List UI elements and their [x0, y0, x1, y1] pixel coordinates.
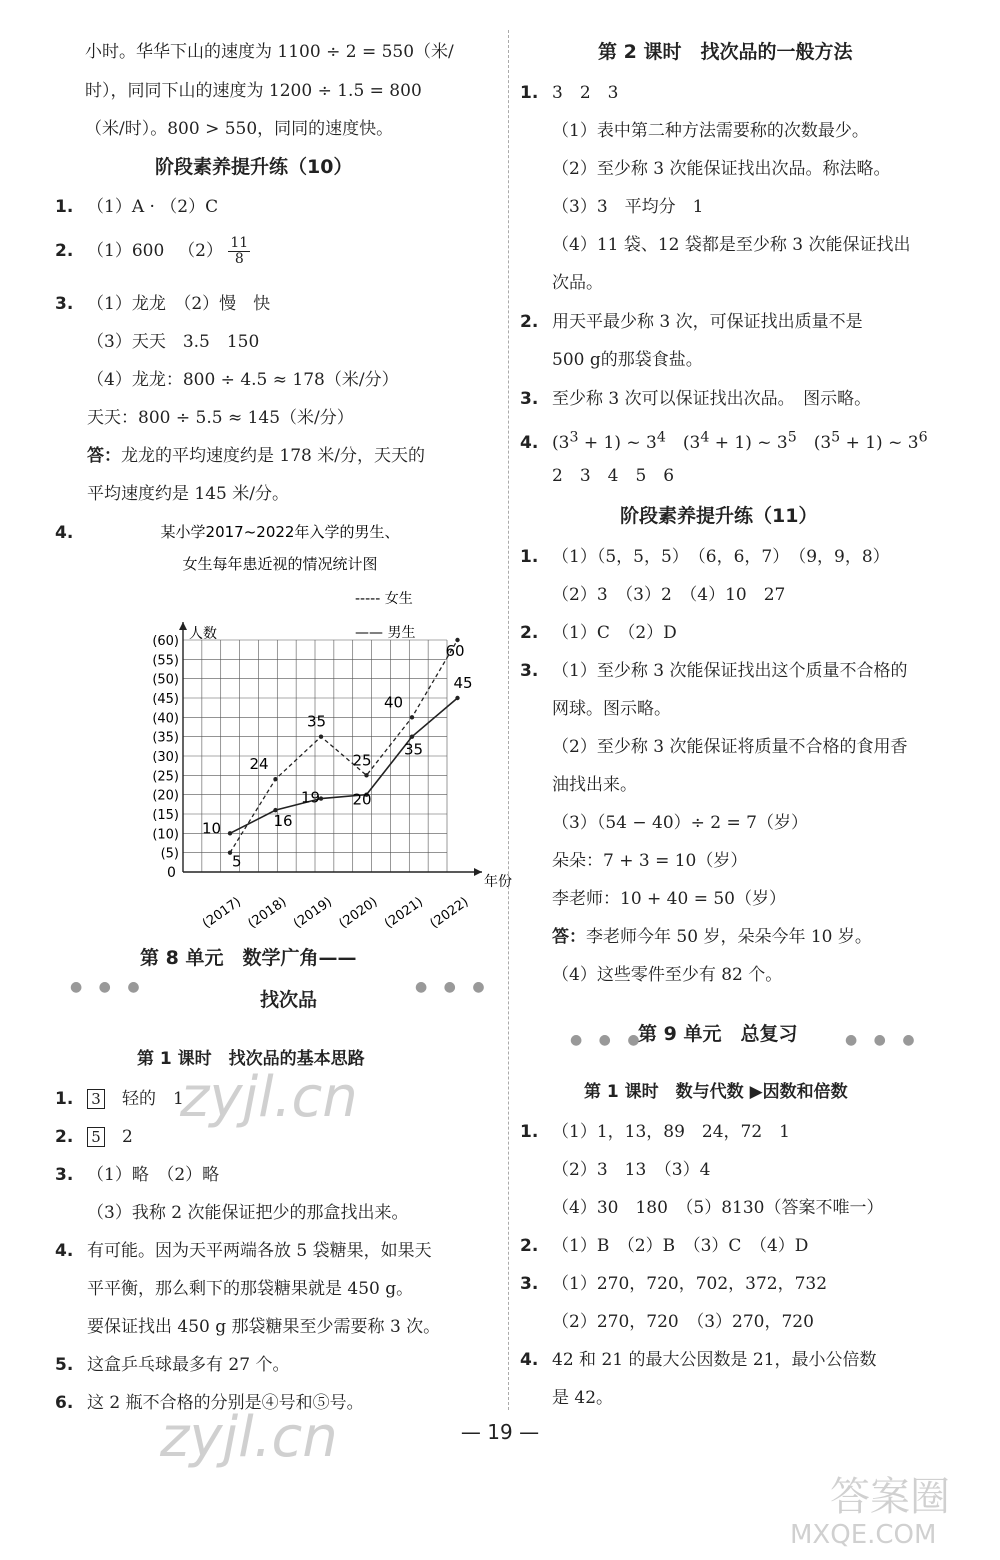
l1-q4-line-2: 平平衡，那么剩下的那袋糖果就是 450 g。 [87, 1279, 414, 1299]
question-number: 1. [55, 197, 74, 217]
section-10-title: 阶段素养提升练（10） [155, 156, 353, 178]
answer-text: 李老师今年 50 岁，朵朵今年 10 岁。 [586, 927, 872, 947]
r-q3-line-2: （2）270，720 （3）270，720 [552, 1312, 814, 1332]
data-point [228, 831, 232, 835]
s10-q3-answer-2: 平均速度约是 145 米/分。 [87, 484, 289, 504]
decorative-dots-left: ● ● ● [570, 1032, 646, 1048]
l2-q1-line-4: （4）11 袋、12 袋都是至少称 3 次能保证找出 [552, 235, 911, 255]
data-label: 25 [352, 751, 372, 770]
watermark-text: zyjl.cn [180, 1065, 358, 1130]
y-tick-label: (15) [152, 808, 179, 823]
s11-q3-line-2: 网球。图示略。 [552, 699, 671, 719]
data-label: 45 [453, 674, 473, 692]
answer-text: （1）1，13，89 24，72 1 [552, 1122, 790, 1142]
s10-q3-line-3: （4）龙龙：800 ÷ 4.5 ≈ 178（米/分） [87, 370, 399, 390]
s10-q3-line-2: （3）天天 3.5 150 [87, 332, 260, 352]
l1-q1 [55, 1087, 184, 1111]
s11-q3-line-6: 朵朵：7 + 3 = 10（岁） [552, 851, 748, 871]
y-tick-label: (40) [152, 711, 179, 727]
question-number: 4. [520, 432, 539, 453]
s11-q3-line-4: 油找出来。 [552, 775, 637, 795]
answer-text: （1）600 （2） [87, 241, 223, 261]
s10-q3-line-4: 天天：800 ÷ 5.5 ≈ 145（米/分） [87, 408, 354, 428]
s11-q1-line-1 [520, 545, 890, 569]
intro-line-1: 小时。华华下山的速度为 1100 ÷ 2 = 550（米/ [85, 42, 454, 62]
x-axis-label: 年份 [484, 874, 512, 890]
decorative-dots-right: ● ● ● [845, 1032, 921, 1048]
question-number: 3. [520, 661, 539, 681]
intro-line-2: 时），同同下山的速度为 1200 ÷ 1.5 = 800 [85, 81, 422, 101]
answer-text: （1）至少称 3 次能保证找出这个质量不合格的 [552, 661, 908, 681]
data-label: 40 [384, 693, 404, 712]
answer-text: （1）（5，5，5） （6，6，7） （9，9，8） [552, 547, 890, 567]
chart-title-line-1: 某小学2017~2022年入学的男生、 [160, 523, 400, 541]
question-number: 1. [55, 1089, 74, 1109]
l1-q3-line-2: （3）我称 2 次能保证把少的那盒找出来。 [87, 1203, 409, 1223]
data-point [364, 773, 368, 777]
answer-text: 龙龙的平均速度约是 178 米/分，天天的 [121, 446, 425, 466]
data-point [410, 715, 414, 719]
power-expression: $(3^3 + 1)$ ~ $3^4$ $(3^4 + 1)$ ~ $3^5$ $(3^5 + 1)$ ~ $3^6$ [552, 429, 928, 453]
data-label: 5 [232, 852, 242, 871]
page-number: — 19 — [460, 1420, 540, 1444]
answer-text: 42 和 21 的最大公因数是 21，最小公倍数 [552, 1350, 877, 1370]
data-label: 16 [273, 812, 293, 831]
data-label: 24 [249, 755, 269, 774]
data-label: 35 [307, 712, 327, 731]
r-q2 [520, 1234, 808, 1258]
watermark-text: zyjl.cn [160, 1405, 338, 1470]
l2-q1-line-0 [520, 81, 618, 105]
lesson-1-title: 第 1 课时 找次品的基本思路 [137, 1049, 365, 1069]
legend-girls: ----- 女生 [355, 591, 413, 607]
data-label: 20 [352, 790, 372, 809]
answer-text: 这盒乒乓球最多有 27 个。 [87, 1355, 290, 1375]
question-number: 2. [520, 623, 539, 643]
answer-text: （1）龙龙 （2）慢 快 [87, 294, 271, 314]
s11-q3-line-7: 李老师：10 + 40 = 50（岁） [552, 889, 786, 909]
question-number: 4. [520, 1350, 539, 1370]
l1-q5 [55, 1353, 289, 1377]
line-chart [55, 515, 525, 935]
r-q1-line-2: （2）3 13 （3）4 [552, 1160, 711, 1180]
s11-q2 [520, 621, 677, 645]
r-q4-line-2: 是 42。 [552, 1388, 614, 1408]
question-number: 3. [520, 1274, 539, 1294]
question-number: 3. [55, 1165, 74, 1185]
x-tick-label: (2018) [245, 894, 290, 932]
y-axis-arrow [179, 622, 187, 630]
l2-q2-line-1 [520, 310, 863, 334]
l2-q1-line-1: （1）表中第二种方法需要称的次数最少。 [552, 121, 869, 141]
data-point [319, 734, 323, 738]
fraction-denominator: 8 [234, 251, 244, 267]
question-number: 5. [55, 1355, 74, 1375]
s11-q1-line-2: （2）3 （3）2 （4）10 27 [552, 585, 786, 605]
boxed-number: 3 [87, 1089, 105, 1109]
y-tick-label: (25) [152, 769, 179, 785]
l2-q4-line-1 [520, 425, 928, 455]
r-q1-line-3: （4）30 180 （5）8130（答案不唯一） [552, 1198, 884, 1218]
y-axis-label: 人数 [189, 626, 217, 642]
column-divider [508, 30, 509, 1410]
x-tick-label: (2017) [199, 894, 245, 932]
x-axis-arrow [474, 868, 482, 876]
r-q4-line-1 [520, 1348, 877, 1372]
l2-q1-line-3: （3）3 平均分 1 [552, 197, 704, 217]
s11-q3-line-3: （2）至少称 3 次能保证将质量不合格的食用香 [552, 737, 908, 757]
answer-text: 2 [122, 1127, 133, 1147]
l2-q1-line-5: 次品。 [552, 273, 603, 293]
answer-text: 有可能。因为天平两端各放 5 袋糖果，如果天 [87, 1241, 432, 1261]
l1-q4-line-3: 要保证找出 450 g 那袋糖果至少需要称 3 次。 [87, 1317, 441, 1337]
l1-q3-line-1 [55, 1163, 219, 1187]
y-tick-label: (20) [152, 788, 179, 804]
answer-text: （1）A · （2）C [87, 197, 219, 217]
question-number: 2. [520, 312, 539, 332]
unit-8-title-line-1: 第 8 单元 数学广角—— [140, 947, 357, 969]
series-line-girls [230, 640, 458, 853]
y-tick-label: (5) [160, 846, 179, 862]
answer-label: 答： [87, 446, 121, 466]
boxed-number: 5 [87, 1127, 105, 1147]
question-number: 1. [520, 83, 539, 103]
l1-q4-line-1 [55, 1239, 432, 1263]
answer-text: 轻的 1 [122, 1089, 184, 1109]
question-number: 3. [55, 294, 74, 314]
watermark-url: MXQE.COM [790, 1520, 937, 1550]
question-number: 6. [55, 1393, 74, 1413]
watermark-logo: 答案圈 [830, 1474, 950, 1520]
answer-label: 答： [552, 927, 586, 947]
r-q3-line-1 [520, 1272, 827, 1296]
legend-boys: —— 男生 [355, 625, 416, 641]
s10-q2 [55, 236, 250, 267]
y-tick-label: (50) [152, 672, 179, 688]
l1-q2 [55, 1125, 133, 1149]
s10-q3-answer-1 [87, 444, 425, 468]
y-tick-label: (30) [152, 750, 179, 765]
s11-q3-answer [552, 925, 872, 949]
y-tick-label: (45) [152, 692, 179, 707]
r-q1-line-1 [520, 1120, 790, 1144]
data-point [455, 696, 459, 700]
s11-q3-line-1 [520, 659, 907, 683]
y-tick-label: (60) [152, 634, 179, 649]
y-tick-label: (35) [152, 730, 179, 746]
x-tick-label: (2021) [381, 894, 427, 932]
s10-q3-line-1 [55, 292, 270, 316]
decorative-dots-right: ● ● ● [415, 979, 491, 995]
lesson-2-title: 第 2 课时 找次品的一般方法 [598, 41, 853, 63]
question-number: 1. [520, 1122, 539, 1142]
s10-q1 [55, 195, 218, 219]
answer-text: 至少称 3 次可以保证找出次品。 图示略。 [552, 389, 872, 409]
l2-q4-line-2: 2 3 4 5 6 [552, 466, 675, 486]
data-label: 19 [301, 788, 321, 807]
intro-line-3: （米/时）。800 > 550，同同的速度快。 [85, 119, 394, 139]
x-tick-label: (2020) [336, 894, 381, 932]
s11-q3-line-5: （3）（54 − 40）÷ 2 = 7（岁） [552, 813, 808, 833]
l2-q1-line-2: （2）至少称 3 次能保证找出次品。称法略。 [552, 159, 891, 179]
fraction [228, 236, 250, 267]
answer-text: （1）C （2）D [552, 623, 677, 643]
question-number: 2. [520, 1236, 539, 1256]
answer-text: 3 2 3 [552, 83, 619, 103]
question-number: 3. [520, 389, 539, 409]
y-tick-label: (10) [152, 827, 179, 843]
data-point [273, 777, 277, 781]
unit-8-title-line-2: 找次品 [260, 989, 318, 1011]
chart-title-line-2: 女生每年患近视的情况统计图 [182, 555, 378, 573]
question-number: 1. [520, 547, 539, 567]
fraction-numerator: 11 [230, 235, 249, 251]
answer-text: （1）270，720，702，372，732 [552, 1274, 828, 1294]
l2-q3 [520, 387, 871, 411]
data-label: 10 [202, 819, 222, 838]
answer-text: 这 2 瓶不合格的分别是④号和⑤号。 [87, 1393, 364, 1413]
question-number: 4. [55, 523, 74, 543]
answer-text: （1）B （2）B （3）C （4）D [552, 1236, 809, 1256]
y-tick-label: (55) [152, 653, 179, 669]
question-number: 4. [55, 1241, 74, 1261]
question-number: 2. [55, 1127, 74, 1147]
data-label: 35 [404, 740, 424, 759]
data-point [410, 734, 414, 738]
section-11-title: 阶段素养提升练（11） [620, 505, 818, 527]
decorative-dots-left: ● ● ● [70, 979, 146, 995]
answer-text: 用天平最少称 3 次，可保证找出质量不是 [552, 312, 863, 332]
l2-q2-line-2: 500 g的那袋食盐。 [552, 350, 703, 370]
unit-9-title: 第 9 单元 总复习 [638, 1023, 798, 1045]
review-lesson-title: 第 1 课时 数与代数 ▶因数和倍数 [584, 1082, 848, 1102]
x-tick-label: (2022) [427, 894, 472, 932]
data-label: 60 [445, 642, 465, 660]
s11-q3-line-9: （4）这些零件至少有 82 个。 [552, 965, 783, 985]
x-tick-label: (2019) [290, 894, 336, 932]
answer-text: （1）略 （2）略 [87, 1165, 220, 1185]
origin-label: 0 [167, 865, 176, 881]
question-number: 2. [55, 241, 74, 261]
